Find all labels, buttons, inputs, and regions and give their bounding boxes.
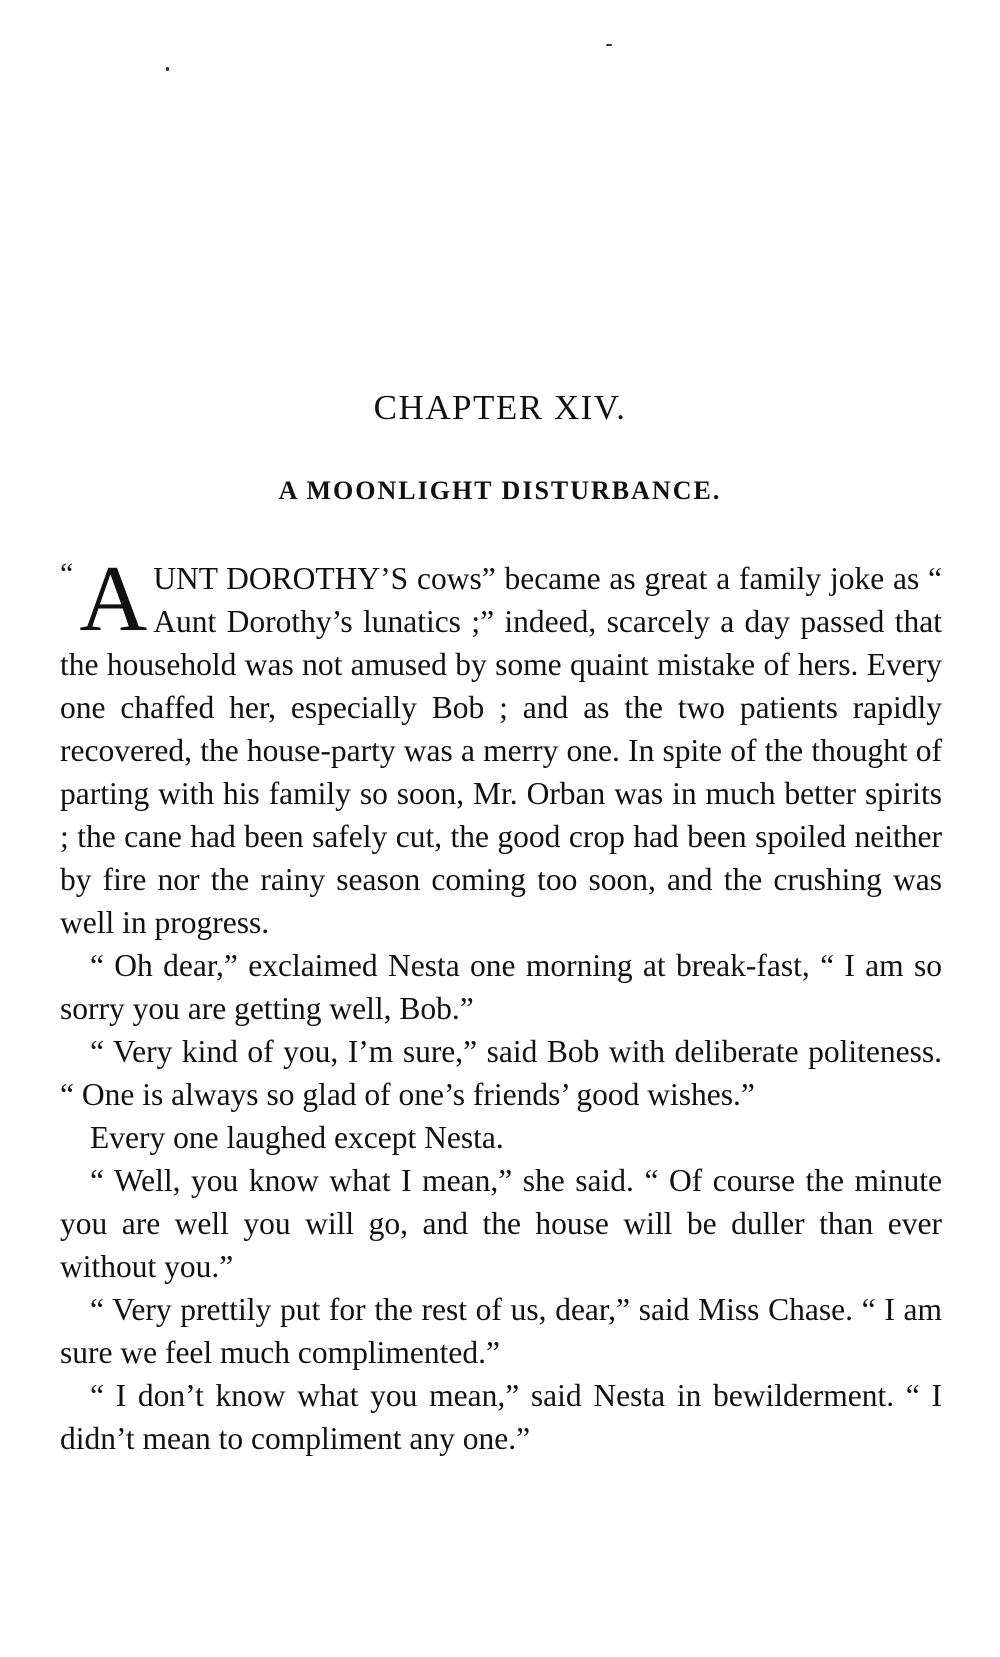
opening-quote: “: [60, 557, 74, 590]
paragraph: “ I don’t know what you mean,” said Nesta in bewilderment. “ I didn’t mean to compliment any one.”: [60, 1378, 942, 1456]
paragraph: “ Oh dear,” exclaimed Nesta one morning at break-fast, “ I am so sorry you are getting well, Bob.”: [60, 948, 942, 1026]
drop-cap: A: [79, 547, 148, 651]
paragraph-1: [60, 547, 942, 944]
print-speck: [166, 67, 169, 71]
paragraph: “ Very kind of you, I’m sure,” said Bob with deliberate politeness. “ One is always so glad of one’s friends’ good wishes.”: [60, 1034, 942, 1112]
paragraph-1-text: UNT DOROTHY’S cows” became as great a family joke as “ Aunt Dorothy’s lunatics ;” indeed, scarcely a day passed that the household was not amused by some quaint mistake of hers. Every one chaffed her, especially Bob ; and as the two patients rapidly recovered, the house-party was a merry one. In spite of the thought of parting with his family so soon, Mr. Orban was in much better spirits ; the cane had been safely cut, the good crop had been spoiled neither by fire nor the rainy season coming too soon, and the crushing was well in progress.: [60, 561, 942, 940]
paragraph: Every one laughed except Nesta.: [90, 1120, 504, 1155]
chapter-body: [60, 547, 942, 1460]
chapter-heading: CHAPTER XIV.: [373, 388, 627, 427]
drop-cap-group: [60, 547, 148, 651]
paragraph: “ Very prettily put for the rest of us, dear,” said Miss Chase. “ I am sure we feel much complimented.”: [60, 1292, 942, 1370]
chapter-subtitle: A MOONLIGHT DISTURBANCE.: [278, 476, 722, 505]
paragraph: “ Well, you know what I mean,” she said. “ Of course the minute you are well you will go, and the house will be duller than ever without you.”: [60, 1163, 942, 1284]
print-speck: [606, 44, 612, 46]
